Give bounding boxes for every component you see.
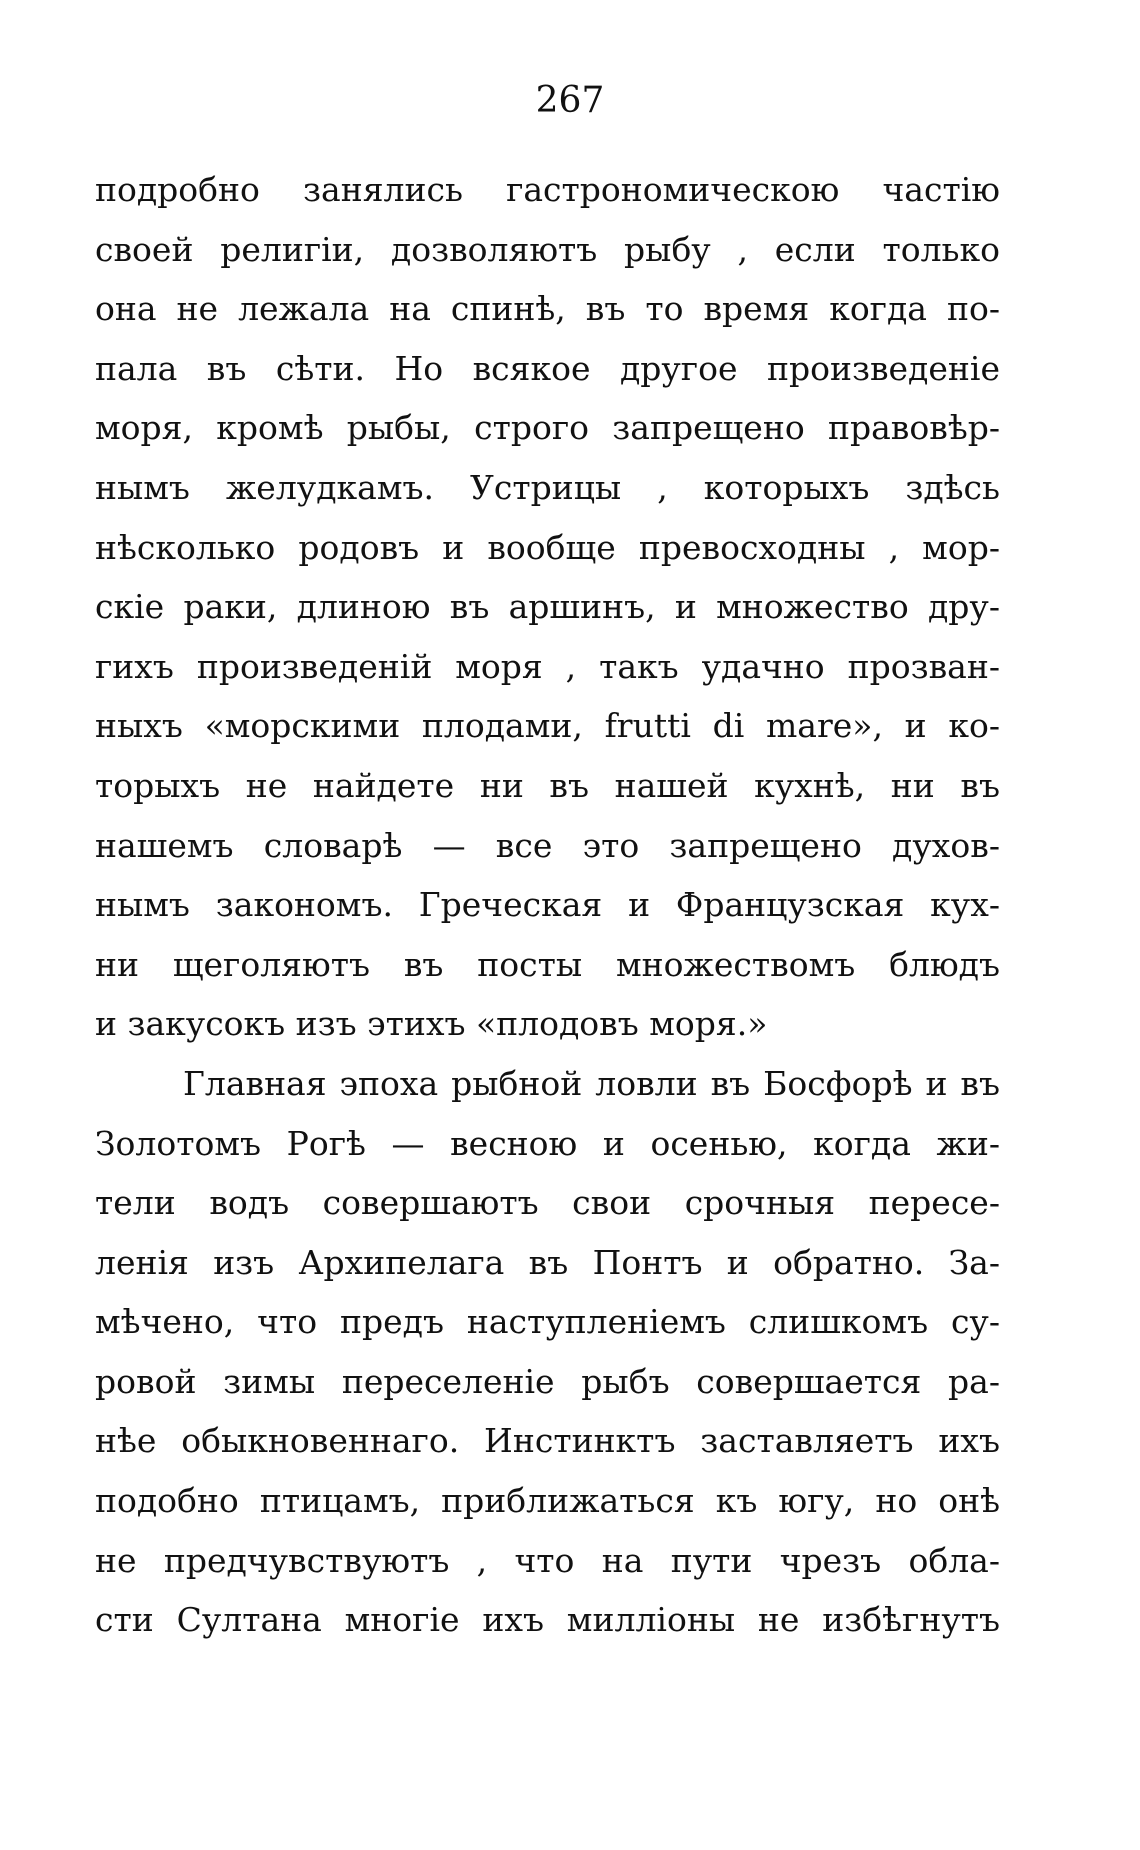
- text-line: тели водъ совершаютъ свои срочныя пересе-: [95, 1183, 1000, 1223]
- body-text: [95, 160, 1000, 1650]
- paragraph-last-line: и закусокъ изъ этихъ «плодовъ моря.»: [95, 1004, 768, 1044]
- page-number: 267: [535, 80, 605, 121]
- text-line: нымъ закономъ. Греческая и Французская кух-: [95, 885, 1000, 925]
- text-line: нашемъ словарѣ — все это запрещено духов-: [95, 825, 1000, 865]
- text-line: нымъ желудкамъ. Устрицы , которыхъ здѣсь: [95, 467, 1000, 507]
- text-line: своей религіи, дозволяютъ рыбу , если только: [95, 229, 1000, 269]
- text-line: сти Султана многіе ихъ милліоны не избѣгнутъ: [95, 1600, 1000, 1640]
- text-line: моря, кромѣ рыбы, строго запрещено правовѣр-: [95, 408, 1000, 448]
- text-line: ныхъ «морскими плодами, frutti di mare», и ко-: [95, 706, 1000, 746]
- text-line: подобно птицамъ, приближаться къ югу, но онѣ: [95, 1481, 1000, 1521]
- text-line: торыхъ не найдете ни въ нашей кухнѣ, ни въ: [95, 765, 1000, 805]
- text-line: ленія изъ Архипелага въ Понтъ и обратно. За-: [95, 1242, 1000, 1282]
- paragraph-first-line: Главная эпоха рыбной ловли въ Босфорѣ и въ: [183, 1063, 1000, 1103]
- text-line: пала въ сѣти. Но всякое другое произведеніе: [95, 348, 1000, 388]
- text-line: ни щеголяютъ въ посты множествомъ блюдъ: [95, 944, 1000, 984]
- text-line: подробно занялись гастрономическою частію: [95, 170, 1000, 209]
- text-line: мѣчено, что предъ наступленіемъ слишкомъ су-: [95, 1302, 1000, 1342]
- text-line: ровой зимы переселеніе рыбъ совершается ра-: [95, 1361, 1000, 1401]
- text-line: скіе раки, длиною въ аршинъ, и множество дру-: [95, 587, 1000, 627]
- text-line: она не лежала на спинѣ, въ то время когда по-: [95, 289, 1000, 329]
- text-line: гихъ произведеній моря , такъ удачно прозван-: [95, 646, 1000, 686]
- text-line: нѣе обыкновеннаго. Инстинктъ заставляетъ ихъ: [95, 1421, 1000, 1461]
- text-line: не предчувствуютъ , что на пути чрезъ обла-: [95, 1540, 1000, 1580]
- text-line: Золотомъ Рогѣ — весною и осенью, когда жи-: [95, 1123, 1000, 1163]
- text-line: нѣсколько родовъ и вообще превосходны , мор-: [95, 527, 1000, 567]
